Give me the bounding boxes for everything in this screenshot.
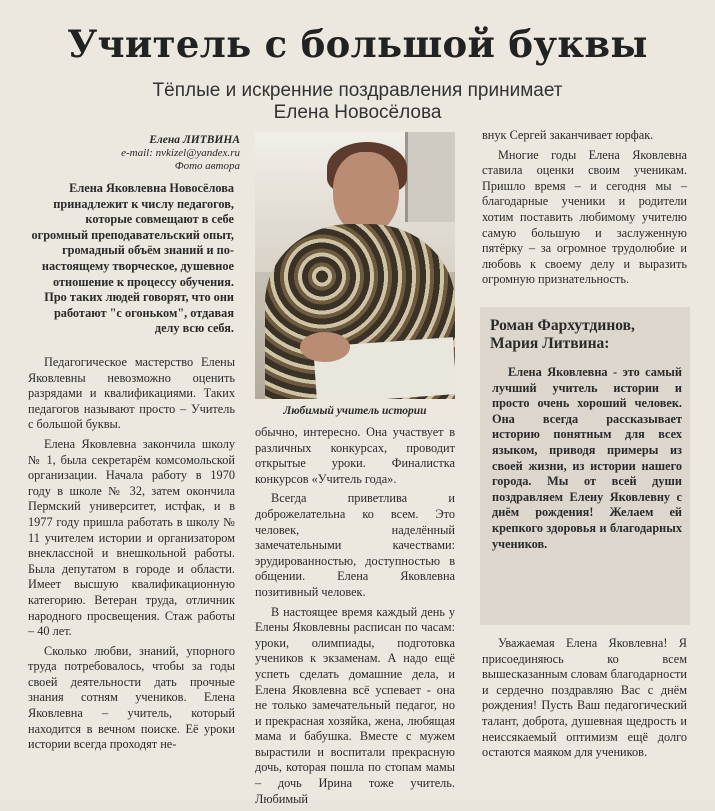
author-credits (80, 134, 240, 173)
lead-paragraph: Елена Яковлевна Новосёлова принадлежит к числу педагогов, которые совмещают в себе огромный преподавательский опыт, громадный объём знаний и по-настоящему творческое, душевное отношение к процессу обучения. Про таких людей говорят, что они работают "с огоньком", отдавая делу всю себя. (31, 181, 234, 336)
column-2-paragraph: Всегда приветлива и доброжелательна ко всем. Это человек, наделённый замечательными качествами: эрудированностью, доступностью в общении. Елена Яковлевна позитивный человек. (255, 491, 455, 599)
column-1-paragraph: Елена Яковлевна закончила школу № 1, была секретарём комсомольской организации. Начала работу в 1970 году в школе № 32, затем окончила Пермский университет, истфак, и в 1977 году пришла работать в школу № 11 учителем истории и организатором внеклассной и внешкольной работы. Была депутатом в городе и области. Имеет высшую квалификационную категорию. Ветеран труда, отличник народного просвещения. Стаж работы – 40 лет. (28, 436, 235, 639)
box-authors: Роман Фархутдинов, Мария Литвина: (490, 317, 635, 352)
box-text (492, 365, 682, 552)
column-3-paragraph: Многие годы Елена Яковлевна ставила оценки своим ученикам. Пришло время – и сегодня мы – благодарные ученики и родители хотим поставить любимому учителю самую большую и заслуженную пятёрку – за огромное трудолюбие и любовь к своему делу и выразить огромную признательность. (482, 147, 687, 287)
author-name: Елена ЛИТВИНА (149, 134, 240, 146)
box-paragraph: Елена Яковлевна - это самый лучший учитель истории и просто очень хороший человек. Она всегда рассказывает историю понятным для всех языком, приводя примеры из своей жизни, из истории нашего города. Мы от всей души поздравляем Елену Яковлевну с днём рождения! Желаем ей крепкого здоровья и благодарных учеников. (492, 365, 682, 551)
article-headline: Учитель с большой буквы (67, 22, 648, 66)
column-3-top (482, 128, 687, 292)
column-2-paragraph: обычно, интересно. Она участвует в различных конкурсах, проводит открытые уроки. Финалистка конкурсов «Учитель года». (255, 425, 455, 486)
congratulation-box (480, 307, 690, 625)
photo-caption: Любимый учитель истории (283, 405, 427, 417)
column-3-paragraph: внук Сергей заканчивает юрфак. (482, 128, 654, 142)
column-1 (28, 355, 235, 757)
teacher-photo (255, 132, 455, 399)
column-2-paragraph: В настоящее время каждый день у Елены Яковлевны расписан по часам: уроки, олимпиады, подготовка учеников к экзаменам. А надо ещё успеть сделать домашние дела, и Елена Яковлевна всё успевает - она не только замечательный педагог, но и прекрасная хозяйка, жена, любящая мама и бабушка. Вместе с мужем вырастили и воспитали прекрасную дочь, которая пошла по стопам мамы – дочь Ирина тоже учитель. Любимый (255, 604, 455, 806)
column-1-paragraph: Педагогическое мастерство Елены Яковлевны невозможно оценить разрядами и квалификациями. Таких педагогов называют просто – Учитель с большой буквы. (28, 355, 235, 432)
author-email: e-mail: nvkizel@yandex.ru (121, 147, 240, 159)
column-3-closing-paragraph: Уважаемая Елена Яковлевна! Я присоединяюсь ко всем вышесказанным словам благодарности и сердечно поздравляю Вас с днём рождения! Пусть Ваш педагогический талант, доброта, душевная щедрость и неиссякаемый оптимизм ещё долго остаются маяком для учеников. (482, 636, 687, 760)
column-3-bottom (482, 636, 687, 765)
column-1-paragraph: Сколько любви, знаний, упорного труда потребовалось, чтобы за годы своей деятельности дать прочные знания сотням учеников. Елена Яковлевна – учитель, который находится в вечном поиске. Её уроки истории всегда проходят не- (28, 643, 235, 752)
column-2 (255, 425, 455, 811)
photo-credit: Фото автора (174, 160, 240, 172)
article-subheadline: Тёплые и искренние поздравления принимает Елена Новосёлова (152, 80, 563, 123)
